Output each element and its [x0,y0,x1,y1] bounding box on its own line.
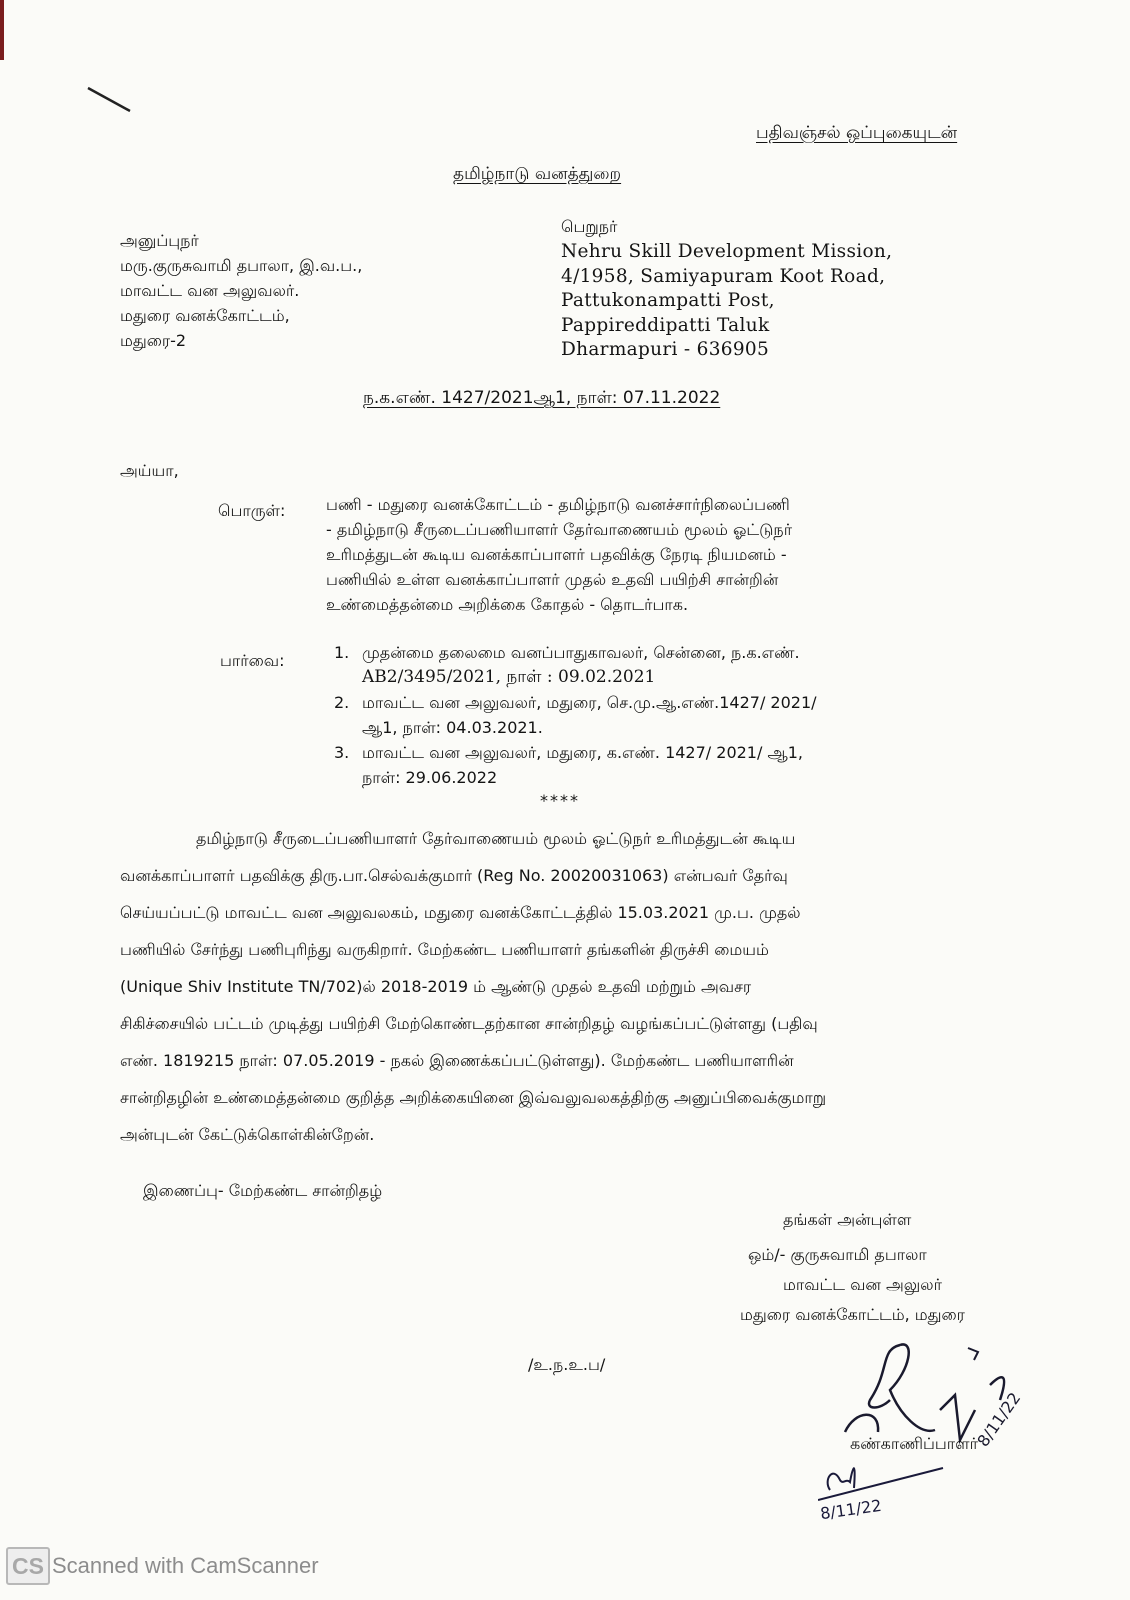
recipient-line: 4/1958, Samiyapuram Koot Road, [561,265,886,287]
initials-date: 8/11/22 [818,1495,883,1524]
recipient-line: Dharmapuri - 636905 [561,339,770,360]
recipient-line: Pattukonampatti Post, [561,290,775,311]
reference-number: ந.க.எண். 1427/2021ஆ1, நாள்: 07.11.2022 [363,388,721,408]
reference-item: 3. மாவட்ட வன அலுவலர், மதுரை, க.எண். 1427/ 2021/ ஆ1, நாள்: 29.06.2022 [334,743,803,787]
subject-line: உண்மைத்தன்மை அறிக்கை கோதல் - தொடர்பாக. [326,595,689,614]
department-title: தமிழ்நாடு வனத்துறை [453,164,622,184]
camscanner-watermark [6,1547,319,1585]
recipient-line: Pappireddipatti Taluk [561,314,770,336]
subject-line: பணி - மதுரை வனக்கோட்டம் - தமிழ்நாடு வனச்சார்நிலைப்பணி [326,495,790,514]
closing-line: தங்கள் அன்புள்ள [783,1210,912,1229]
recipient-line: Nehru Skill Development Mission, [561,241,893,262]
recipient-label: பெறுநர் [561,217,618,236]
references-label: பார்வை: [220,651,285,670]
references-list [334,640,817,790]
true-copy-mark: /உ.ந.உ.ப/ [528,1355,606,1374]
reference-item: 2. மாவட்ட வன அலுவலர், மதுரை, செ.மு.ஆ.எண்.1427/ 2021/ ஆ1, நாள்: 04.03.2021. [334,693,817,737]
registered-post-label: பதிவஞ்சல் ஒப்புகையுடன் [756,123,958,143]
recipient-block [561,214,892,363]
reference-item: 1. முதன்மை தலைமை வனப்பாதுகாவலர், சென்னை, ந.க.எண். AB2/3495/2021, நாள் : 09.02.2021 [334,643,800,687]
enclosure-note: இணைப்பு- மேற்கண்ட சான்றிதழ் [143,1181,383,1200]
subject-text [326,492,792,617]
sender-line: மாவட்ட வன அலுவலர். [120,281,300,300]
subject-line: - தமிழ்நாடு சீருடைப்பணியாளர் தேர்வாணையம் மூலம் ஓட்டுநர் [326,520,793,539]
sender-line: மதுரை-2 [120,331,187,350]
camscanner-logo-icon: CS [6,1547,50,1585]
scan-edge [0,0,4,60]
sender-line: மதுரை வனக்கோட்டம், [120,306,290,325]
subject-line: உரிமத்துடன் கூடிய வனக்காப்பாளர் பதவிக்கு நேரடி நியமனம் - [326,545,787,564]
pen-stroke-mark [85,85,135,115]
sender-block [120,228,362,353]
body-paragraph: தமிழ்நாடு சீருடைப்பணியாளர் தேர்வாணையம் மூலம் ஓட்டுநர் உரிமத்துடன் கூடிய வனக்காப்பாளர் பதவிக்கு திரு.பா.செல்வக்குமார் (Reg No. 20020031063) என்பவர் தேர்வு செய்யப்பட்டு மாவட்ட வன அலுவலகம், மதுரை வனக்கோட்டத்தில் 15.03.2021 மு.ப. முதல் பணியில் சேர்ந்து பணிபுரிந்து வருகிறார். மேற்கண்ட பணியாளர் தங்களின் திருச்சி மையம் (Unique Shiv Institute TN/702)ல் 2018-2019 ம் ஆண்டு முதல் உதவி மற்றும் அவசர சிகிச்சையில் பட்டம் முடித்து பயிற்சி மேற்கொண்டதற்கான சான்றிதழ் வழங்கப்பட்டுள்ளது (பதிவு எண். 1819215 நாள்: 07.05.2019 - நகல் இணைக்கப்பட்டுள்ளது). மேற்கண்ட பணியாளரின் சான்றிதழின் உண்மைத்தன்மை குறித்த அறிக்கையினை இவ்வலுவலகத்திற்கு அனுப்பிவைக்குமாறு அன்புடன் கேட்டுக்கொள்கின்றேன். [120,829,827,1144]
signature-date: 8/11/22 [973,1388,1025,1451]
sender-label: அனுப்புநர் [120,231,199,250]
subject-line: பணியில் உள்ள வனக்காப்பாளர் முதல் உதவி பயிற்சி சான்றின் [326,570,779,589]
camscanner-text: Scanned with CamScanner [52,1553,319,1578]
subject-label: பொருள்: [218,501,286,520]
sender-line: மரு.குருசுவாமி தபாலா, இ.வ.ப., [120,256,363,275]
separator-stars: **** [540,791,580,810]
supervisor-stamp: கண்காணிப்பாளர் [850,1434,978,1453]
closing-designation: மாவட்ட வன அலுலர் [783,1275,942,1294]
salutation: அய்யா, [120,461,179,480]
closing-signed-name: ஒம்/- குருசுவாமி தபாலா [748,1245,927,1264]
closing-office: மதுரை வனக்கோட்டம், மதுரை [740,1305,965,1324]
